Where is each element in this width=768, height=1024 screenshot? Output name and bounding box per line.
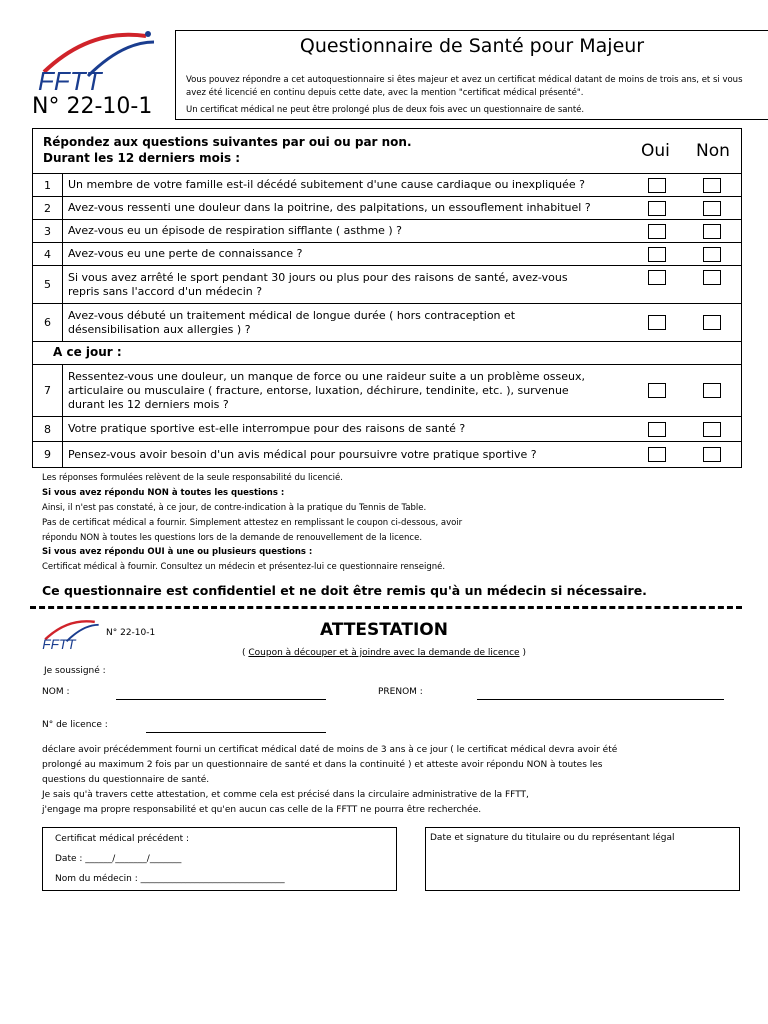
checkbox-oui[interactable] — [648, 447, 666, 462]
if-no-line-3: répondu NON à toutes les questions lors de la demande de renouvellement de la licence. — [42, 533, 423, 543]
checkbox-oui[interactable] — [648, 247, 666, 262]
column-header-oui: Oui — [641, 141, 670, 161]
checkbox-oui[interactable] — [648, 270, 666, 285]
attestation-form-number: N° 22-10-1 — [106, 628, 156, 638]
question-number: 4 — [33, 243, 63, 265]
question-text: Avez-vous débuté un traitement médical de longue durée ( hors contraception et désensibilisation aux allergies ) ? — [68, 308, 516, 336]
prenom-label: PRENOM : — [378, 687, 423, 697]
checkbox-non[interactable] — [703, 201, 721, 216]
question-text: Ressentez-vous une douleur, un manque de force ou une raideur suite a un problème osseux, articulaire ou musculaire ( fracture, entorse, luxation, déchirure, tendinite, etc. ), survenue durant les 12 derniers mois ? — [68, 369, 586, 411]
responsibility-note: Les réponses formulées relèvent de la seule responsabilité du licencié. — [42, 473, 343, 483]
header-box — [175, 30, 768, 120]
if-yes-line-1: Certificat médical à fournir. Consultez un médecin et présentez-lui ce questionnaire renseigné. — [42, 562, 446, 572]
question-row — [33, 220, 741, 243]
confidential-notice: Ce questionnaire est confidentiel et ne doit être remis qu'à un médecin si nécessaire. — [42, 583, 647, 598]
if-yes-heading: Si vous avez répondu OUI à une ou plusieurs questions : — [42, 547, 313, 557]
section-label: A ce jour : — [53, 345, 122, 359]
question-text: Votre pratique sportive est-elle interrompue pour des raisons de santé ? — [68, 422, 466, 435]
cut-line — [30, 606, 742, 609]
nom-field[interactable] — [116, 699, 326, 700]
questionnaire-table — [32, 128, 742, 468]
question-row — [33, 174, 741, 197]
question-row — [33, 304, 741, 342]
instruction-line-1: Répondez aux questions suivantes par oui ou par non. — [43, 135, 412, 149]
question-text: Avez-vous eu une perte de connaissance ? — [68, 247, 303, 260]
section-row — [33, 342, 741, 365]
coupon-instruction — [0, 648, 768, 658]
table-header — [33, 129, 741, 174]
certificate-box — [42, 827, 397, 891]
checkbox-oui[interactable] — [648, 383, 666, 398]
question-number: 1 — [33, 174, 63, 196]
fftt-logo — [30, 28, 160, 98]
certificate-label: Certificat médical précédent : — [55, 834, 190, 844]
page-title: Questionnaire de Santé pour Majeur — [299, 35, 645, 57]
coupon-text: Coupon à découper et à joindre avec la demande de licence — [248, 648, 520, 658]
question-text: Si vous avez arrêté le sport pendant 30 jours ou plus pour des raisons de santé, avez-vous repris sans l'accord d'un médecin ? — [68, 270, 568, 298]
question-row — [33, 243, 741, 266]
checkbox-oui[interactable] — [648, 422, 666, 437]
if-no-line-2: Pas de certificat médical a fournir. Simplement attestez en remplissant le coupon ci-dessous, avoir — [42, 518, 463, 528]
checkbox-non[interactable] — [703, 383, 721, 398]
instruction-line-2: Durant les 12 derniers mois : — [43, 151, 241, 165]
checkbox-non[interactable] — [703, 422, 721, 437]
question-text: Pensez-vous avoir besoin d'un avis médical pour poursuivre votre pratique sportive ? — [68, 447, 537, 461]
checkbox-non[interactable] — [703, 447, 721, 462]
je-soussigne-label: Je soussigné : — [44, 666, 106, 676]
licence-label: N° de licence : — [42, 720, 108, 730]
question-text: Avez-vous ressenti une douleur dans la poitrine, des palpitations, un essouflement inhabituel ? — [68, 201, 591, 214]
checkbox-non[interactable] — [703, 247, 721, 262]
checkbox-non[interactable] — [703, 224, 721, 239]
date-field[interactable]: Date : ______/_______/_______ — [55, 854, 182, 864]
question-number: 5 — [33, 266, 63, 303]
question-number: 8 — [33, 417, 63, 441]
logo-text: FFTT — [42, 637, 76, 652]
coupon-paren-open: ( — [242, 648, 249, 658]
signature-label: Date et signature du titulaire ou du représentant légal — [430, 833, 675, 843]
question-row — [33, 197, 741, 220]
coupon-paren-close: ) — [519, 648, 526, 658]
intro-note: Un certificat médical ne peut être prolongé plus de deux fois avec un questionnaire de santé. — [186, 105, 585, 115]
if-no-heading: Si vous avez répondu NON à toutes les questions : — [42, 488, 285, 498]
declaration-text: déclare avoir précédemment fourni un certificat médical daté de moins de 3 ans à ce jour ( le certificat médical devra avoir été prolongé au maximum 2 fois par un questionnaire de santé et dans la continuité ) et atteste avoir répondu NON à toutes les questions du questionnaire de santé. Je sais qu'à travers cette attestation, et comme cela est précisé dans la circulaire administrative de la FFTT, j'engage ma propre responsabilité et qu'en aucun cas celle de la FFTT ne pourra être recherchée. — [42, 745, 618, 815]
licence-field[interactable] — [146, 732, 326, 733]
checkbox-non[interactable] — [703, 315, 721, 330]
intro-text: Vous pouvez répondre a cet autoquestionnaire si êtes majeur et avez un certificat médical datant de moins de trois ans, et si vous avez été licencié en continu depuis cette date, avec la mention "certificat médical présenté". — [186, 75, 743, 98]
question-text: Avez-vous eu un épisode de respiration sifflante ( asthme ) ? — [68, 224, 402, 237]
question-number: 9 — [33, 442, 63, 467]
prenom-field[interactable] — [477, 699, 724, 700]
checkbox-oui[interactable] — [648, 224, 666, 239]
question-row — [33, 266, 741, 304]
question-number: 7 — [33, 365, 63, 416]
question-row — [33, 365, 741, 417]
question-number: 3 — [33, 220, 63, 242]
checkbox-oui[interactable] — [648, 315, 666, 330]
question-number: 2 — [33, 197, 63, 219]
attestation-title: ATTESTATION — [320, 620, 448, 640]
if-no-line-1: Ainsi, il n'est pas constaté, à ce jour, de contre-indication à la pratique du Tennis de Table. — [42, 503, 427, 513]
nom-label: NOM : — [42, 687, 70, 697]
logo-text: FFTT — [38, 66, 102, 96]
doctor-name-field[interactable]: Nom du médecin : ________________________________ — [55, 874, 285, 884]
checkbox-oui[interactable] — [648, 178, 666, 193]
checkbox-non[interactable] — [703, 178, 721, 193]
question-number: 6 — [33, 304, 63, 341]
signature-box[interactable] — [425, 827, 740, 891]
checkbox-oui[interactable] — [648, 201, 666, 216]
question-row — [33, 442, 741, 467]
form-number: N° 22-10-1 — [32, 94, 153, 119]
question-text: Un membre de votre famille est-il décédé subitement d'une cause cardiaque ou inexpliquée ? — [68, 178, 585, 191]
checkbox-non[interactable] — [703, 270, 721, 285]
column-header-non: Non — [696, 141, 730, 161]
question-row — [33, 417, 741, 442]
